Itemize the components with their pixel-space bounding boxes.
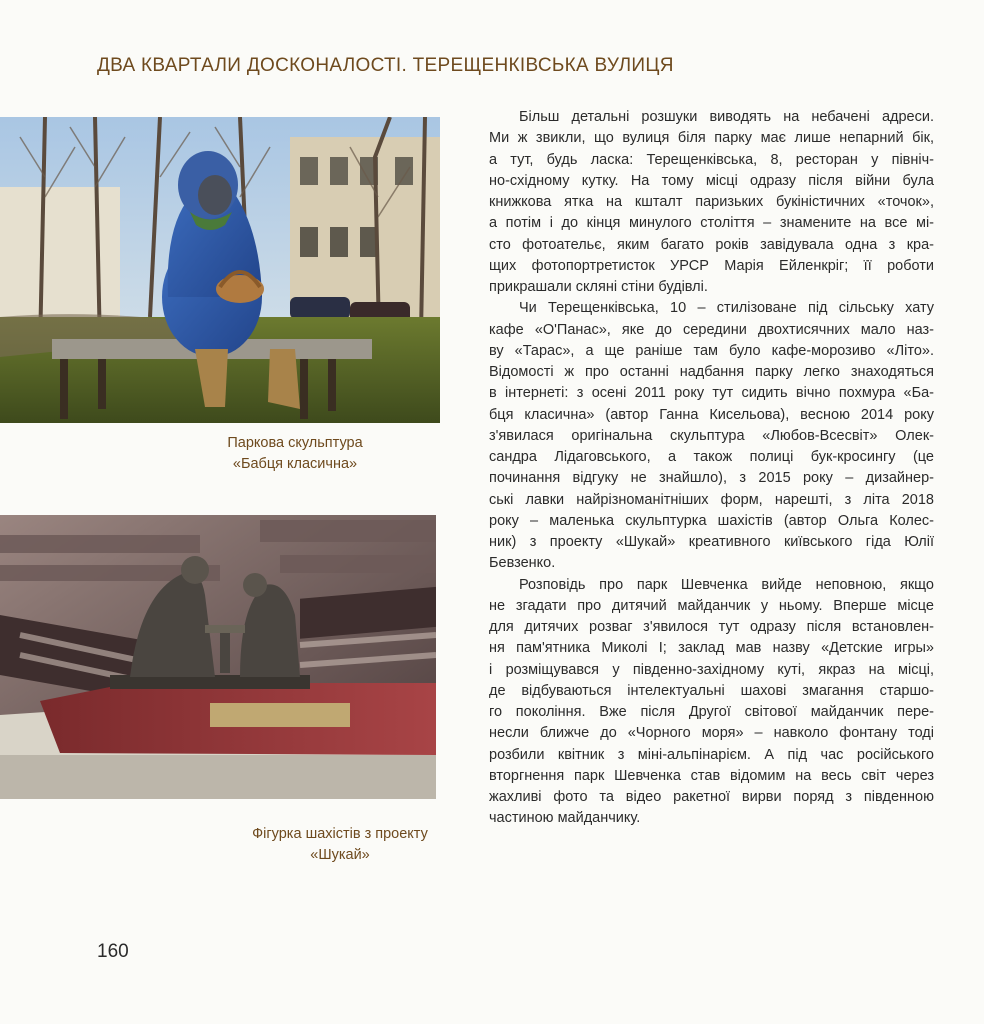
page-number: 160 — [97, 941, 129, 962]
photo-chess-players-figurine — [0, 515, 436, 799]
text-line: сандра Лідаговського, а також полиці бук-кросингу (це — [489, 449, 934, 465]
paragraph-2 — [489, 298, 934, 574]
photo-babcia-sculpture — [0, 117, 440, 423]
text-line: ські лавки найрізноманітніших форм, нарешті, з літа 2018 — [489, 491, 934, 508]
figure-caption-2 — [200, 824, 480, 866]
text-line: щих фотопортретисток УРСР Марія Ейленкріг; її роботи — [489, 257, 934, 274]
text-line: де відбуваються інтелектуальні шахові змагання старшо- — [489, 682, 934, 699]
text-line: розбили квітник з міні-альпінарієм. А під час російського — [489, 746, 934, 763]
paragraph-1 — [489, 107, 934, 298]
caption-line: Паркова скульптура — [227, 435, 363, 451]
text-line: а потім і до кінця минулого століття – знамените на все мі- — [489, 215, 934, 232]
text-line: го покоління. Вже після Другої світової майданчик пере- — [489, 704, 934, 720]
paragraph-3 — [489, 575, 934, 830]
text-line: ня пам'ятника Миколі І; заклад мав назву «Детские игры» — [489, 640, 934, 657]
caption-line: «Бабця класична» — [232, 456, 358, 472]
text-line: для дитячих розваг з'явилося тут одразу після встановлен- — [489, 619, 934, 635]
text-line: но-східному кутку. На тому місці одразу після війни була — [489, 172, 934, 189]
text-line: прикрашали скляні стіни будівлі. — [489, 279, 708, 295]
text-line: кафе «О'Панас», яке до середини двохтисячних мало наз- — [489, 321, 934, 338]
text-line: вторгнення парк Шевченка став відомим на весь світ через — [489, 767, 934, 784]
text-line: несли ближче до «Чорного моря» – навколо фонтану тоді — [489, 725, 934, 742]
article-body — [489, 107, 934, 830]
text-line: Ми ж звикли, що вулиця біля парку має лише непарний бік, — [489, 130, 934, 147]
text-line: Розповідь про парк Шевченка вийде неповною, якщо — [519, 576, 934, 593]
text-line: сто фотоательє, яким багато років завідувала одна з кра- — [489, 236, 934, 253]
running-header: ДВА КВАРТАЛИ ДОСКОНАЛОСТІ. ТЕРЕЩЕНКІВСЬКА ВУЛИЦЯ — [97, 55, 674, 76]
text-line: книжкова ятка на кшталт паризьких букіністичних «точок», — [489, 194, 934, 210]
caption-line: Фігурка шахістів з проекту — [252, 826, 428, 842]
text-line: Чи Терещенківська, 10 – стилізоване під сільську хату — [519, 300, 934, 317]
text-line: бця класична» (автор Ганна Кисельова), весною 2014 року — [489, 406, 934, 423]
text-line: починання відгуку не знайшло), з 2015 року – дизайнер- — [489, 470, 934, 487]
text-line: частиною майданчику. — [489, 810, 641, 827]
text-line: року – маленька скульптурка шахістів (автор Ольга Колес- — [489, 512, 934, 529]
text-line: в інтернеті: з осені 2011 року тут сидить вічно похмура «Ба- — [489, 385, 934, 402]
text-line: а тут, будь ласка: Терещенківська, 8, ресторан у північ- — [489, 151, 934, 168]
text-line: ву «Тарас», а ще раніше там було кафе-морозиво «Літо». — [489, 342, 934, 359]
text-line: і розміщувався у південно-західному куті, якраз на місці, — [489, 661, 934, 678]
text-line: Відомості ж про останні надбання парку легко знаходяться — [489, 364, 934, 380]
text-line: жахливі фото та відео ракетної вирви поряд з південною — [489, 789, 934, 805]
text-line: з'явилася оригінальна скульптура «Любов-Всесвіт» Олек- — [489, 427, 934, 444]
text-line: Більш детальні розшуки виводять на небачені адреси. — [519, 109, 934, 125]
text-line: ник) з проекту «Шукай» креативного київського гіда Юлії — [489, 534, 934, 550]
caption-line: «Шукай» — [310, 847, 370, 863]
figure-caption-1 — [180, 433, 410, 475]
text-line: Бевзенко. — [489, 555, 556, 572]
text-line: не згадати про дитячий майданчик у ньому. Вперше місце — [489, 597, 934, 614]
